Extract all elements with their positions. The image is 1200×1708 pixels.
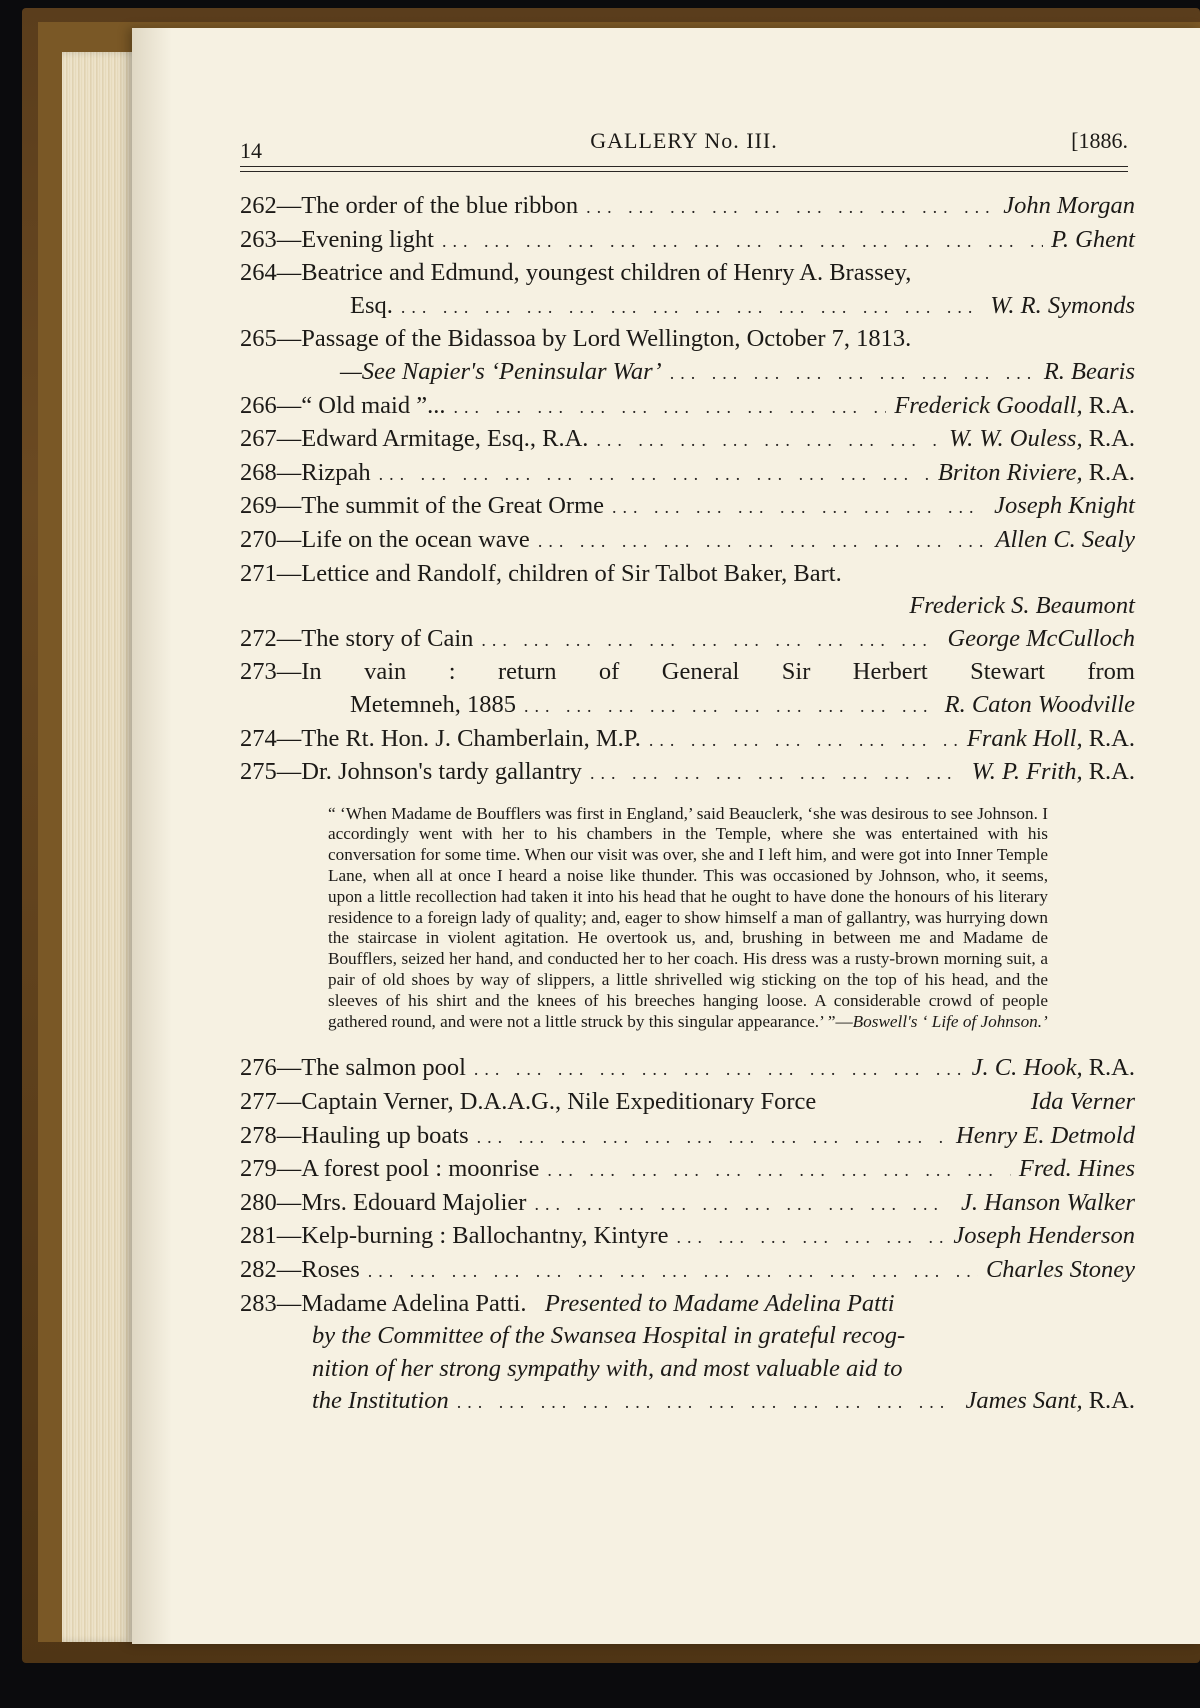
leader-dots: [379, 458, 930, 491]
entry-number: 267: [240, 425, 277, 453]
catalogue-entry: 275—Dr. Johnson's tardy gallantry ... . W. P. Frith, R.A.: [240, 756, 1135, 790]
entry-title: Captain Verner, D.A.A.G., Nile Expeditionary Force: [301, 1088, 817, 1116]
entry-number: 265: [240, 325, 277, 353]
leader-dots: [481, 624, 939, 657]
catalogue-entry: 269—The summit of the Great Orme ... . Joseph Knight: [240, 490, 1135, 524]
leader-dots: [547, 1154, 1010, 1187]
entry-title: Roses: [301, 1256, 360, 1284]
entry-artist: Ida Verner: [1030, 1088, 1135, 1116]
page-header: [240, 128, 1128, 168]
entry-description: Presented to Madame Adelina Patti: [544, 1289, 895, 1317]
entry-title: In vain : return of General Sir Herbert Stewart from: [301, 658, 1135, 686]
entry-title: Evening light: [301, 225, 434, 253]
entry-title-continuation: Metemneh, 1885: [350, 690, 517, 718]
entry-number: 263: [240, 225, 277, 253]
leader-dots: [538, 525, 988, 558]
entry-artist: J. Hanson Walker: [961, 1188, 1135, 1216]
leader-dots: [368, 1255, 978, 1288]
entry-artist: Henry E. Detmold: [956, 1121, 1135, 1149]
entry-title: The Rt. Hon. J. Chamberlain, M.P.: [301, 724, 641, 752]
entry-honour: R.A.: [1088, 758, 1135, 786]
entry-artist: W. P. Frith,: [971, 758, 1083, 786]
leader-dots: [586, 191, 995, 224]
entry-artist: Charles Stoney: [985, 1256, 1135, 1284]
entry-number: 280: [240, 1188, 277, 1216]
leader-dots: [454, 391, 887, 424]
catalogue-entry: 283—Madame Adelina Patti. Presented to Madame Adelina Patti by the Committee of the Swansea Hospital in grateful recog- nition of her strong sympathy with, and most valuable aid to the Institution ... . James Sant, R.A.: [240, 1288, 1135, 1419]
entry-number: 266: [240, 391, 277, 419]
entry-title: Life on the ocean wave: [301, 525, 530, 553]
entry-artist: W. W. Ouless,: [948, 425, 1083, 453]
entry-artist: Frederick Goodall,: [894, 391, 1083, 419]
catalogue-entry: 266—“ Old maid ”... ... . Frederick Goodall, R.A.: [240, 390, 1135, 424]
entry-artist: Joseph Knight: [994, 492, 1135, 520]
entry-artist: Briton Riviere,: [937, 458, 1083, 486]
entry-honour: R.A.: [1088, 391, 1135, 419]
catalogue-entry: 271—Lettice and Randolf, children of Sir Talbot Baker, Bart. Frederick S. Beaumont: [240, 558, 1135, 623]
leader-dots: [474, 1053, 964, 1086]
entry-artist: Joseph Henderson: [953, 1222, 1135, 1250]
leader-dots: [670, 357, 1036, 390]
catalogue-entry: 265—Passage of the Bidassoa by Lord Wellington, October 7, 1813. —See Napier's ‘Peninsular War’ ... . R. Bearis: [240, 323, 1135, 389]
entry-title: Rizpah: [301, 458, 371, 486]
entry-title: The order of the blue ribbon: [301, 192, 579, 219]
entry-title: Hauling up boats: [301, 1121, 469, 1149]
entry-number: 283: [240, 1289, 277, 1317]
entry-citation-prefix: —See: [340, 357, 402, 385]
catalogue-entry: 278—Hauling up boats ... . Henry E. Detmold: [240, 1120, 1135, 1154]
leader-dots: [676, 1221, 945, 1254]
entry-number: 274: [240, 724, 277, 752]
catalogue-entry: 282—Roses ... . Charles Stoney: [240, 1254, 1135, 1288]
entry-honour: R.A.: [1088, 724, 1135, 752]
catalogue-entry: 277—Captain Verner, D.A.A.G., Nile Expeditionary Force Ida Verner: [240, 1086, 1135, 1120]
entry-artist: George McCulloch: [947, 624, 1135, 652]
entry-number: 264: [240, 259, 277, 287]
page-number: 14: [240, 138, 262, 163]
leader-dots: [442, 225, 1043, 258]
catalogue-entry: 280—Mrs. Edouard Majolier ... . J. Hanson Walker: [240, 1187, 1135, 1221]
entry-honour: R.A.: [1088, 425, 1135, 453]
leader-dots: [649, 724, 959, 757]
entry-number: 281: [240, 1222, 277, 1250]
catalogue-entry: 268—Rizpah ... . Briton Riviere, R.A.: [240, 457, 1135, 491]
catalogue-entries: [240, 190, 1135, 1419]
leader-dots: [477, 1121, 948, 1154]
quotation-source: Boswell's ‘ Life of Johnson.’: [852, 1011, 1048, 1031]
entry-artist: John Morgan: [1003, 192, 1135, 219]
entry-number: 273: [240, 658, 277, 686]
entry-title: Kelp-burning : Ballochantny, Kintyre: [301, 1222, 669, 1250]
entry-number: 268: [240, 458, 277, 486]
leader-dots: [612, 491, 986, 524]
entry-citation: Napier's ‘Peninsular War’: [401, 357, 662, 385]
entry-title: The salmon pool: [301, 1054, 466, 1082]
entry-number: 278: [240, 1121, 277, 1149]
entry-number: 282: [240, 1256, 277, 1284]
entry-title: Dr. Johnson's tardy gallantry: [301, 758, 582, 786]
leader-dots: [590, 757, 964, 790]
leader-dots: [401, 291, 982, 324]
catalogue-entry: 270—Life on the ocean wave ... . Allen C. Sealy: [240, 524, 1135, 558]
entry-title: A forest pool : moonrise: [301, 1155, 540, 1183]
leader-dots: [596, 424, 941, 457]
catalogue-entry: 274—The Rt. Hon. J. Chamberlain, M.P. ... . Frank Holl, R.A.: [240, 723, 1135, 757]
entry-number: 269: [240, 492, 277, 520]
entry-title: The story of Cain: [301, 624, 474, 652]
catalogue-entry: 279—A forest pool : moonrise ... . Fred. Hines: [240, 1153, 1135, 1187]
entry-title: Passage of the Bidassoa by Lord Wellington, October 7, 1813.: [301, 325, 912, 353]
page-edges: [62, 52, 140, 1642]
entry-title: “ Old maid ”...: [301, 391, 446, 419]
entry-description: nition of her strong sympathy with, and most valuable aid to: [312, 1354, 903, 1382]
entry-artist: J. C. Hook,: [971, 1054, 1083, 1082]
quotation-text: “ ‘When Madame de Boufflers was first in England,’ said Beauclerk, ‘she was desirous to see Johnson. I accordingly went with her to his chambers in the Temple, where she was entertained with his conversation for some time. When our visit was over, she and I left him, and were got into Inner Temple Lane, when all at once I heard a noise like thunder. This was occasioned by Johnson, who, it seems, upon a little recollection had taken it into his head that he ought to have done the honours of his literary residence to a foreign lady of quality; and, eager to show himself a man of gallantry, was hurrying down the staircase in violent agitation. He overtook us, and, brushing in between me and Madame de Boufflers, seized her hand, and conducted her to her coach. His dress was a rusty-brown morning suit, a pair of old shoes by way of slippers, a little shrivelled wig sticking on the top of his head, and the sleeves of his shirt and the knees of his breeches hanging loose. A considerable crowd of people gathered round, and were not a little struck by this singular appearance.’ ”—: [328, 803, 1048, 1031]
entry-title: Edward Armitage, Esq., R.A.: [301, 425, 589, 453]
catalogue-entry: 273—In vain : return of General Sir Herbert Stewart from Metemneh, 1885 ... . R. Caton Woodville: [240, 656, 1135, 722]
page-gutter-shadow: [132, 28, 172, 1644]
entry-honour: R.A.: [1088, 1054, 1135, 1082]
entry-artist: Allen C. Sealy: [995, 525, 1135, 553]
header-rule: [240, 166, 1128, 172]
entry-title-continuation: Esq.: [350, 291, 393, 319]
entry-honour: R.A.: [1088, 458, 1135, 486]
entry-artist: Frederick S. Beaumont: [909, 592, 1135, 620]
entry-title: Lettice and Randolf, children of Sir Talbot Baker, Bart.: [301, 559, 842, 587]
entry-artist: W. R. Symonds: [990, 291, 1135, 319]
entry-artist: P. Ghent: [1051, 225, 1135, 253]
entry-number: 275: [240, 758, 277, 786]
leader-dots: [457, 1386, 958, 1419]
catalogue-entry: 267—Edward Armitage, Esq., R.A. ... . W. W. Ouless, R.A.: [240, 423, 1135, 457]
entry-number: 272: [240, 624, 277, 652]
catalogue-entry: 263—Evening light ... . P. Ghent: [240, 224, 1135, 258]
year-marker: [1886.: [1071, 128, 1128, 153]
catalogue-entry: 264—Beatrice and Edmund, youngest children of Henry A. Brassey, Esq. ... . W. R. Symonds: [240, 257, 1135, 323]
entry-title: The summit of the Great Orme: [301, 492, 605, 520]
entry-number: 262: [240, 192, 277, 219]
entry-artist: Fred. Hines: [1018, 1155, 1135, 1183]
boswell-quotation: [328, 804, 1048, 1033]
catalogue-entry: 262—The order of the blue ribbon ... . John Morgan: [240, 190, 1135, 224]
entry-number: 276: [240, 1054, 277, 1082]
entry-artist: James Sant,: [965, 1387, 1083, 1415]
leader-dots: [524, 690, 937, 723]
entry-number: 270: [240, 525, 277, 553]
entry-honour: R.A.: [1088, 1387, 1135, 1415]
entry-title: Mrs. Edouard Majolier: [301, 1188, 527, 1216]
leader-dots: [534, 1188, 953, 1221]
catalogue-entry: 272—The story of Cain ... . George McCulloch: [240, 623, 1135, 657]
entry-number: 277: [240, 1088, 277, 1116]
entry-title: Beatrice and Edmund, youngest children of Henry A. Brassey,: [301, 259, 912, 287]
entry-description: by the Committee of the Swansea Hospital in grateful recog-: [312, 1322, 906, 1350]
gallery-title: GALLERY No. III.: [590, 128, 778, 153]
catalogue-entry: 281—Kelp-burning : Ballochantny, Kintyre ... . Joseph Henderson: [240, 1220, 1135, 1254]
entry-number: 279: [240, 1155, 277, 1183]
entry-artist: Frank Holl,: [966, 724, 1083, 752]
entry-number: 271: [240, 559, 277, 587]
entry-artist: R. Caton Woodville: [944, 690, 1135, 718]
catalogue-entry: 276—The salmon pool ... . J. C. Hook, R.A.: [240, 1052, 1135, 1086]
entry-description: the Institution: [312, 1387, 449, 1415]
entry-title: Madame Adelina Patti.: [301, 1289, 527, 1317]
entry-artist: R. Bearis: [1043, 357, 1135, 385]
